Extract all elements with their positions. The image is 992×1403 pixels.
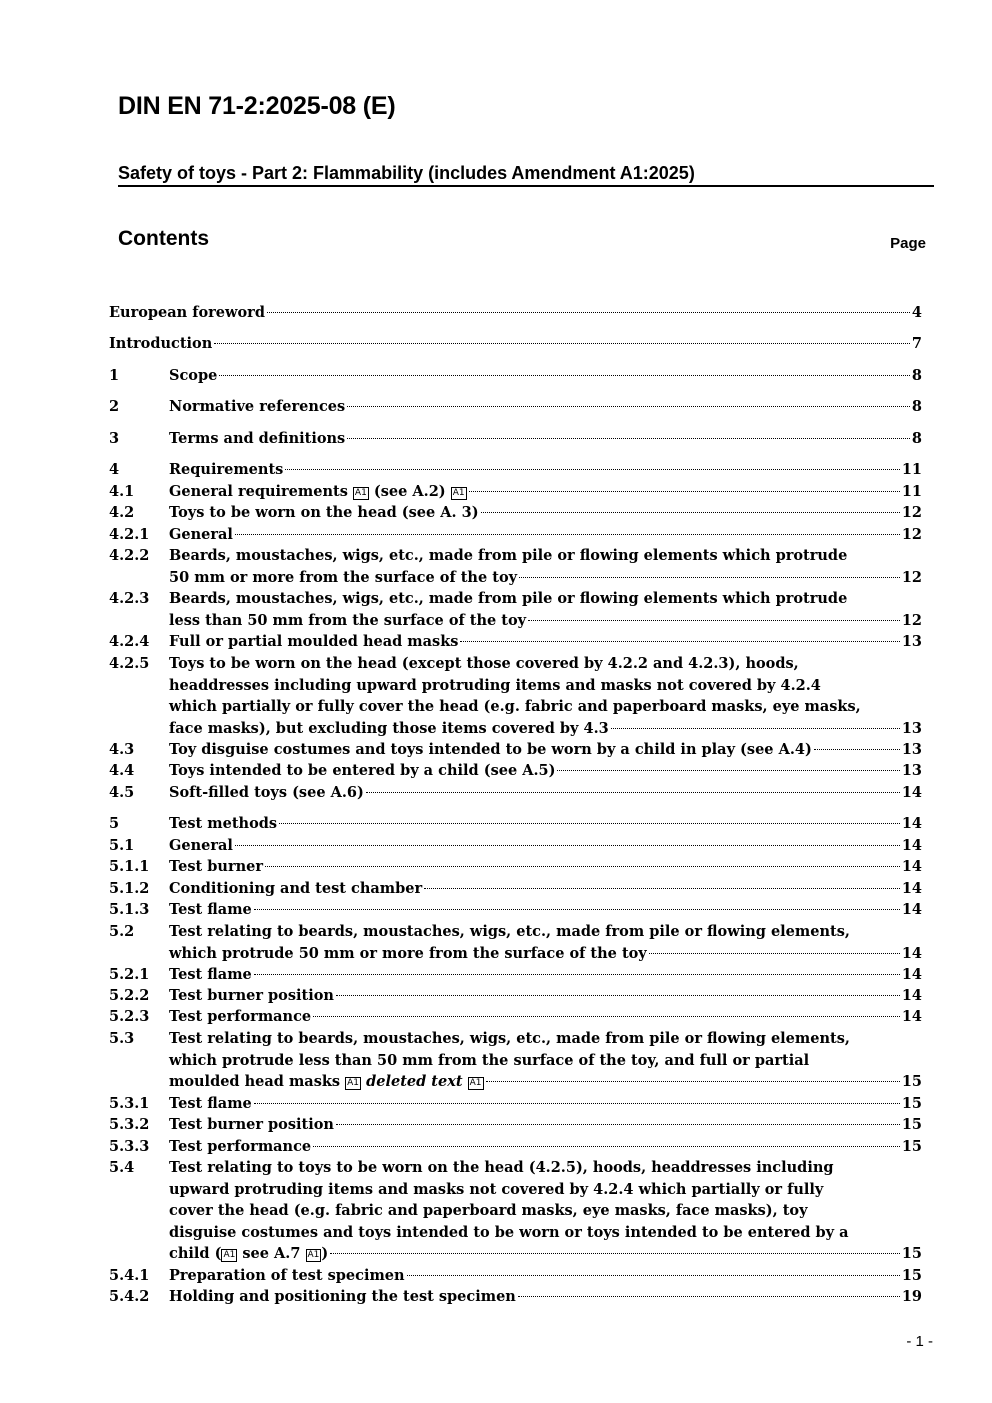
amendment-open-mark: A1 xyxy=(223,1250,236,1261)
toc-entry-page-number: 19 xyxy=(901,1288,922,1305)
toc-entry-title: Toy disguise costumes and toys intended to be worn by a child in play (see A.4) xyxy=(169,741,812,758)
toc-entry[interactable] xyxy=(109,428,922,450)
toc-entry-title-line: Beards, moustaches, wigs, etc., made from pile or flowing elements which protrude xyxy=(169,547,848,564)
toc-entry-number: 5.4 xyxy=(109,1159,135,1176)
toc-entry-page-number: 14 xyxy=(901,901,922,918)
toc-entry-page-number: 8 xyxy=(911,430,922,447)
toc-entry[interactable] xyxy=(109,396,922,418)
deleted-text: deleted text xyxy=(366,1073,463,1091)
toc-entry-page-number: 14 xyxy=(901,858,922,875)
toc-entry-number: 2 xyxy=(109,398,120,415)
toc-entry-title-line xyxy=(169,567,517,589)
toc-entry-title-line: which partially or fully cover the head (e.g. fabric and paperboard masks, eye masks, xyxy=(169,698,861,716)
dot-leader xyxy=(330,1253,900,1254)
toc-entry-page-number: 13 xyxy=(901,633,922,650)
toc-entry-page-number: 15 xyxy=(901,1073,922,1091)
toc-entry-title: Test burner position xyxy=(169,1116,334,1133)
toc-entry-page-number: 12 xyxy=(901,526,922,543)
dot-leader xyxy=(460,641,899,642)
toc-entry-title-line: cover the head (e.g. fabric and paperboard masks, eye masks, face masks), toy xyxy=(169,1202,808,1220)
dot-leader xyxy=(814,749,900,750)
toc-entry-number: 5.4.2 xyxy=(109,1288,150,1305)
toc-entry[interactable] xyxy=(109,813,922,835)
toc-entry[interactable] xyxy=(109,1114,922,1136)
toc-entry-title-line: disguise costumes and toys intended to be worn or toys intended to be entered by a xyxy=(169,1223,849,1241)
toc-entry-title-line xyxy=(109,302,265,324)
contents-heading: Contents xyxy=(118,227,209,250)
dot-leader xyxy=(528,620,900,621)
toc-entry-number: 4.4 xyxy=(109,762,135,779)
toc-entry[interactable] xyxy=(109,502,922,524)
dot-leader xyxy=(254,909,900,910)
toc-entry-number: 4.2 xyxy=(109,504,135,521)
toc-entry-title-line xyxy=(169,1114,334,1136)
toc-entry-title-line xyxy=(169,760,555,782)
toc-entry-title-line: Toys to be worn on the head (except those covered by 4.2.2 and 4.2.3), hoods, xyxy=(169,655,799,672)
toc-entry-title: General requirements xyxy=(169,483,348,500)
toc-entry-number: 5.4.1 xyxy=(109,1267,150,1284)
dot-leader xyxy=(235,534,900,535)
toc-entry-number: 5.3.3 xyxy=(109,1138,150,1155)
toc-entry-page-number: 14 xyxy=(901,987,922,1004)
toc-entry[interactable] xyxy=(109,1028,922,1093)
toc-entry-title: Test burner xyxy=(169,858,263,875)
document-subtitle: Safety of toys - Part 2: Flammability (includes Amendment A1:2025) xyxy=(118,163,934,187)
amendment-close-mark: A1 xyxy=(469,1078,482,1089)
toc-entry[interactable] xyxy=(109,1006,922,1028)
dot-leader xyxy=(336,995,900,996)
toc-entry[interactable] xyxy=(109,545,922,588)
toc-entry-title: Soft-filled toys (see A.6) xyxy=(169,784,364,801)
toc-entry[interactable] xyxy=(109,878,922,900)
toc-entry-title-line xyxy=(169,502,479,524)
dot-leader xyxy=(486,1081,900,1082)
toc-entry-number: 5.1.3 xyxy=(109,901,150,918)
toc-entry-title-line: Test relating to toys to be worn on the head (4.2.5), hoods, headdresses including xyxy=(169,1159,834,1176)
toc-entry[interactable] xyxy=(109,653,922,739)
dot-leader xyxy=(366,792,900,793)
toc-entry[interactable] xyxy=(109,302,922,324)
toc-entry-title-line xyxy=(169,365,217,387)
toc-entry-title-line xyxy=(169,428,345,450)
dot-leader xyxy=(407,1275,900,1276)
toc-entry-number: 5.1.1 xyxy=(109,858,150,875)
toc-entry-title-line: which protrude less than 50 mm from the surface of the toy, and full or partial xyxy=(169,1051,810,1069)
toc-entry-title-line: Test relating to beards, moustaches, wigs, etc., made from pile or flowing elements, xyxy=(169,1030,850,1047)
toc-entry-number: 4.3 xyxy=(109,741,135,758)
toc-entry-title-line xyxy=(169,524,233,546)
toc-entry-title-line: Test relating to beards, moustaches, wigs, etc., made from pile or flowing elements, xyxy=(169,923,850,940)
toc-entry-title: European foreword xyxy=(109,304,265,321)
toc-entry-title-line xyxy=(169,610,526,632)
toc-entry[interactable] xyxy=(109,588,922,631)
toc-entry-title-line xyxy=(169,1093,252,1115)
toc-entry-title-line xyxy=(169,985,334,1007)
toc-entry[interactable] xyxy=(109,1093,922,1115)
toc-entry-title-line xyxy=(169,782,364,804)
toc-entry-title: Terms and definitions xyxy=(169,430,346,447)
toc-entry-title: Test flame xyxy=(169,1095,252,1112)
toc-entry-number: 4.1 xyxy=(109,483,135,500)
toc-entry[interactable] xyxy=(109,760,922,782)
toc-entry[interactable] xyxy=(109,1286,922,1308)
toc-entry-page-number: 15 xyxy=(901,1095,922,1112)
toc-entry-title: which protrude 50 mm or more from the surface of the toy xyxy=(169,944,647,962)
toc-entry-page-number: 11 xyxy=(901,483,922,500)
toc-entry-number: 5.3.2 xyxy=(109,1116,150,1133)
toc-entry-number: 5.2.3 xyxy=(109,1008,150,1025)
toc-entry-title-line: Beards, moustaches, wigs, etc., made from pile or flowing elements which protrude xyxy=(169,590,848,607)
toc-entry-number: 4.5 xyxy=(109,784,135,801)
dot-leader xyxy=(424,888,900,889)
toc-entry-number: 4.2.1 xyxy=(109,526,150,543)
toc-entry-title-line xyxy=(169,1071,484,1093)
toc-entry-title-line xyxy=(169,856,263,878)
dot-leader xyxy=(267,312,910,313)
toc-entry-page-number: 12 xyxy=(901,611,922,629)
toc-entry-tail: ) xyxy=(321,1245,329,1263)
toc-entry-title-line xyxy=(169,631,458,653)
toc-entry-title: Test performance xyxy=(169,1008,312,1025)
toc-entry[interactable] xyxy=(109,631,922,653)
dot-leader xyxy=(557,770,899,771)
toc-entry-page-number: 4 xyxy=(911,304,922,321)
toc-entry-title: less than 50 mm from the surface of the toy xyxy=(169,611,527,629)
dot-leader xyxy=(235,845,900,846)
toc-entry-number: 5.1 xyxy=(109,837,135,854)
dot-leader xyxy=(347,438,910,439)
toc-entry-title: Test flame xyxy=(169,966,252,983)
toc-entry-title-line xyxy=(169,964,252,986)
toc-entry-page-number: 14 xyxy=(901,880,922,897)
toc-entry-number: 3 xyxy=(109,430,120,447)
toc-entry-number: 5.2 xyxy=(109,923,135,940)
toc-entry-title: moulded head masks xyxy=(169,1073,341,1091)
dot-leader xyxy=(469,491,900,492)
dot-leader xyxy=(336,1124,900,1125)
toc-entry-title-line xyxy=(169,878,422,900)
dot-leader xyxy=(347,406,910,407)
toc-entry-page-number: 14 xyxy=(901,784,922,801)
dot-leader xyxy=(313,1016,900,1017)
toc-entry-title: face masks), but excluding those items covered by 4.3 xyxy=(169,719,609,737)
toc-entry-title-line xyxy=(169,1286,516,1308)
toc-entry-number: 5.3 xyxy=(109,1030,135,1047)
toc-entry-number: 4.2.4 xyxy=(109,633,150,650)
toc-entry[interactable] xyxy=(109,481,922,503)
toc-entry-title-line xyxy=(169,459,283,481)
toc-entry-page-number: 13 xyxy=(901,762,922,779)
dot-leader xyxy=(214,343,910,344)
amendment-close-mark: A1 xyxy=(452,488,465,498)
toc-entry-number: 4.2.2 xyxy=(109,547,150,564)
toc-entry-page-number: 14 xyxy=(901,944,922,962)
dot-leader xyxy=(254,974,900,975)
toc-entry-page-number: 14 xyxy=(901,1008,922,1025)
amendment-open-mark: A1 xyxy=(347,1078,360,1089)
toc-entry-title: General xyxy=(169,526,233,543)
amendment-close-mark: A1 xyxy=(307,1250,320,1261)
toc-entry-page-number: 8 xyxy=(911,367,922,384)
dot-leader xyxy=(254,1103,900,1104)
toc-entry-page-number: 13 xyxy=(901,741,922,758)
toc-entry-title-line xyxy=(169,1006,311,1028)
dot-leader xyxy=(313,1146,900,1147)
amendment-open-mark: A1 xyxy=(354,488,367,498)
toc-entry-page-number: 7 xyxy=(911,335,922,352)
toc-entry-page-number: 14 xyxy=(901,966,922,983)
toc-entry-title: Toys to be worn on the head (see A. 3) xyxy=(169,504,479,521)
toc-entry[interactable] xyxy=(109,782,922,804)
toc-entry-title: Scope xyxy=(169,367,218,384)
toc-entry-number: 1 xyxy=(109,367,120,384)
toc-entry-suffix: (see A.2) xyxy=(373,483,446,500)
toc-entry[interactable] xyxy=(109,459,922,481)
toc-entry-page-number: 11 xyxy=(901,461,922,478)
toc-entry-title-line xyxy=(169,1265,405,1287)
toc-entry-title-line xyxy=(169,1243,328,1265)
toc-entry-title: 50 mm or more from the surface of the toy xyxy=(169,568,518,586)
toc-entry-title-line xyxy=(169,943,647,965)
toc-entry[interactable] xyxy=(109,1157,922,1265)
toc-entry-title-line xyxy=(169,718,609,740)
dot-leader xyxy=(265,866,900,867)
toc-entry-title: Test flame xyxy=(169,901,252,918)
toc-entry[interactable] xyxy=(109,739,922,761)
toc-entry-number: 5.3.1 xyxy=(109,1095,150,1112)
toc-entry-title: Test methods xyxy=(169,815,278,832)
toc-entry-page-number: 14 xyxy=(901,815,922,832)
toc-entry-title-line xyxy=(109,333,212,355)
page-column-label: Page xyxy=(890,235,926,252)
toc-entry-title-line: upward protruding items and masks not covered by 4.2.4 which partially or fully xyxy=(169,1180,824,1198)
dot-leader xyxy=(279,823,900,824)
dot-leader xyxy=(519,577,900,578)
toc-entry[interactable] xyxy=(109,333,922,355)
toc-entry-title: Full or partial moulded head masks xyxy=(169,633,459,650)
dot-leader xyxy=(611,728,900,729)
toc-entry-title: child ( xyxy=(169,1245,222,1263)
toc-entry-title: Preparation of test specimen xyxy=(169,1267,405,1284)
toc-entry-title-line xyxy=(169,813,277,835)
toc-entry-page-number: 15 xyxy=(901,1138,922,1155)
toc-entry[interactable] xyxy=(109,921,922,964)
dot-leader xyxy=(285,469,900,470)
toc-entry-number: 4.2.3 xyxy=(109,590,150,607)
dot-leader xyxy=(219,375,910,376)
toc-entry-title-line xyxy=(169,739,812,761)
toc-entry-page-number: 8 xyxy=(911,398,922,415)
toc-entry-number: 5 xyxy=(109,815,120,832)
page-number: - 1 - xyxy=(906,1333,933,1350)
toc-entry-title: Normative references xyxy=(169,398,346,415)
toc-entry-title: Introduction xyxy=(109,335,213,352)
toc-entry-suffix: see A.7 xyxy=(242,1245,301,1263)
toc-entry-title: General xyxy=(169,837,233,854)
toc-entry-title-line xyxy=(169,835,233,857)
toc-entry-page-number: 13 xyxy=(901,719,922,737)
toc-entry-page-number: 14 xyxy=(901,837,922,854)
toc-entry-page-number: 12 xyxy=(901,568,922,586)
toc-entry-title: Toys intended to be entered by a child (see A.5) xyxy=(169,762,556,779)
toc-entry-title-line xyxy=(169,481,467,503)
toc-entry-page-number: 15 xyxy=(901,1245,922,1263)
toc-entry-title-line: headdresses including upward protruding items and masks not covered by 4.2.4 xyxy=(169,676,821,694)
toc-entry-title: Test burner position xyxy=(169,987,334,1004)
toc-entry[interactable] xyxy=(109,1136,922,1158)
toc-entry[interactable] xyxy=(109,964,922,986)
dot-leader xyxy=(481,512,900,513)
toc-entry-title-line xyxy=(169,899,252,921)
toc-entry-title: Conditioning and test chamber xyxy=(169,880,423,897)
toc-entry[interactable] xyxy=(109,985,922,1007)
toc-entry-number: 5.2.2 xyxy=(109,987,150,1004)
toc-entry-number: 5.1.2 xyxy=(109,880,150,897)
dot-leader xyxy=(649,953,900,954)
toc-entry-page-number: 15 xyxy=(901,1116,922,1133)
toc-entry-title-line xyxy=(169,1136,311,1158)
toc-entry-page-number: 12 xyxy=(901,504,922,521)
toc-entry[interactable] xyxy=(109,835,922,857)
toc-entry-number: 4.2.5 xyxy=(109,655,150,672)
toc-entry-title: Holding and positioning the test specimen xyxy=(169,1288,516,1305)
toc-entry-page-number: 15 xyxy=(901,1267,922,1284)
toc-entry-title: Requirements xyxy=(169,461,284,478)
document-id: DIN EN 71-2:2025-08 (E) xyxy=(118,92,396,120)
toc-entry-title-line xyxy=(169,396,345,418)
toc-entry[interactable] xyxy=(109,365,922,387)
toc-entry[interactable] xyxy=(109,1265,922,1287)
toc-entry-number: 5.2.1 xyxy=(109,966,150,983)
dot-leader xyxy=(518,1296,900,1297)
toc-entry[interactable] xyxy=(109,524,922,546)
toc-entry[interactable] xyxy=(109,856,922,878)
toc-entry-number: 4 xyxy=(109,461,120,478)
toc-entry[interactable] xyxy=(109,899,922,921)
toc-entry-title: Test performance xyxy=(169,1138,312,1155)
